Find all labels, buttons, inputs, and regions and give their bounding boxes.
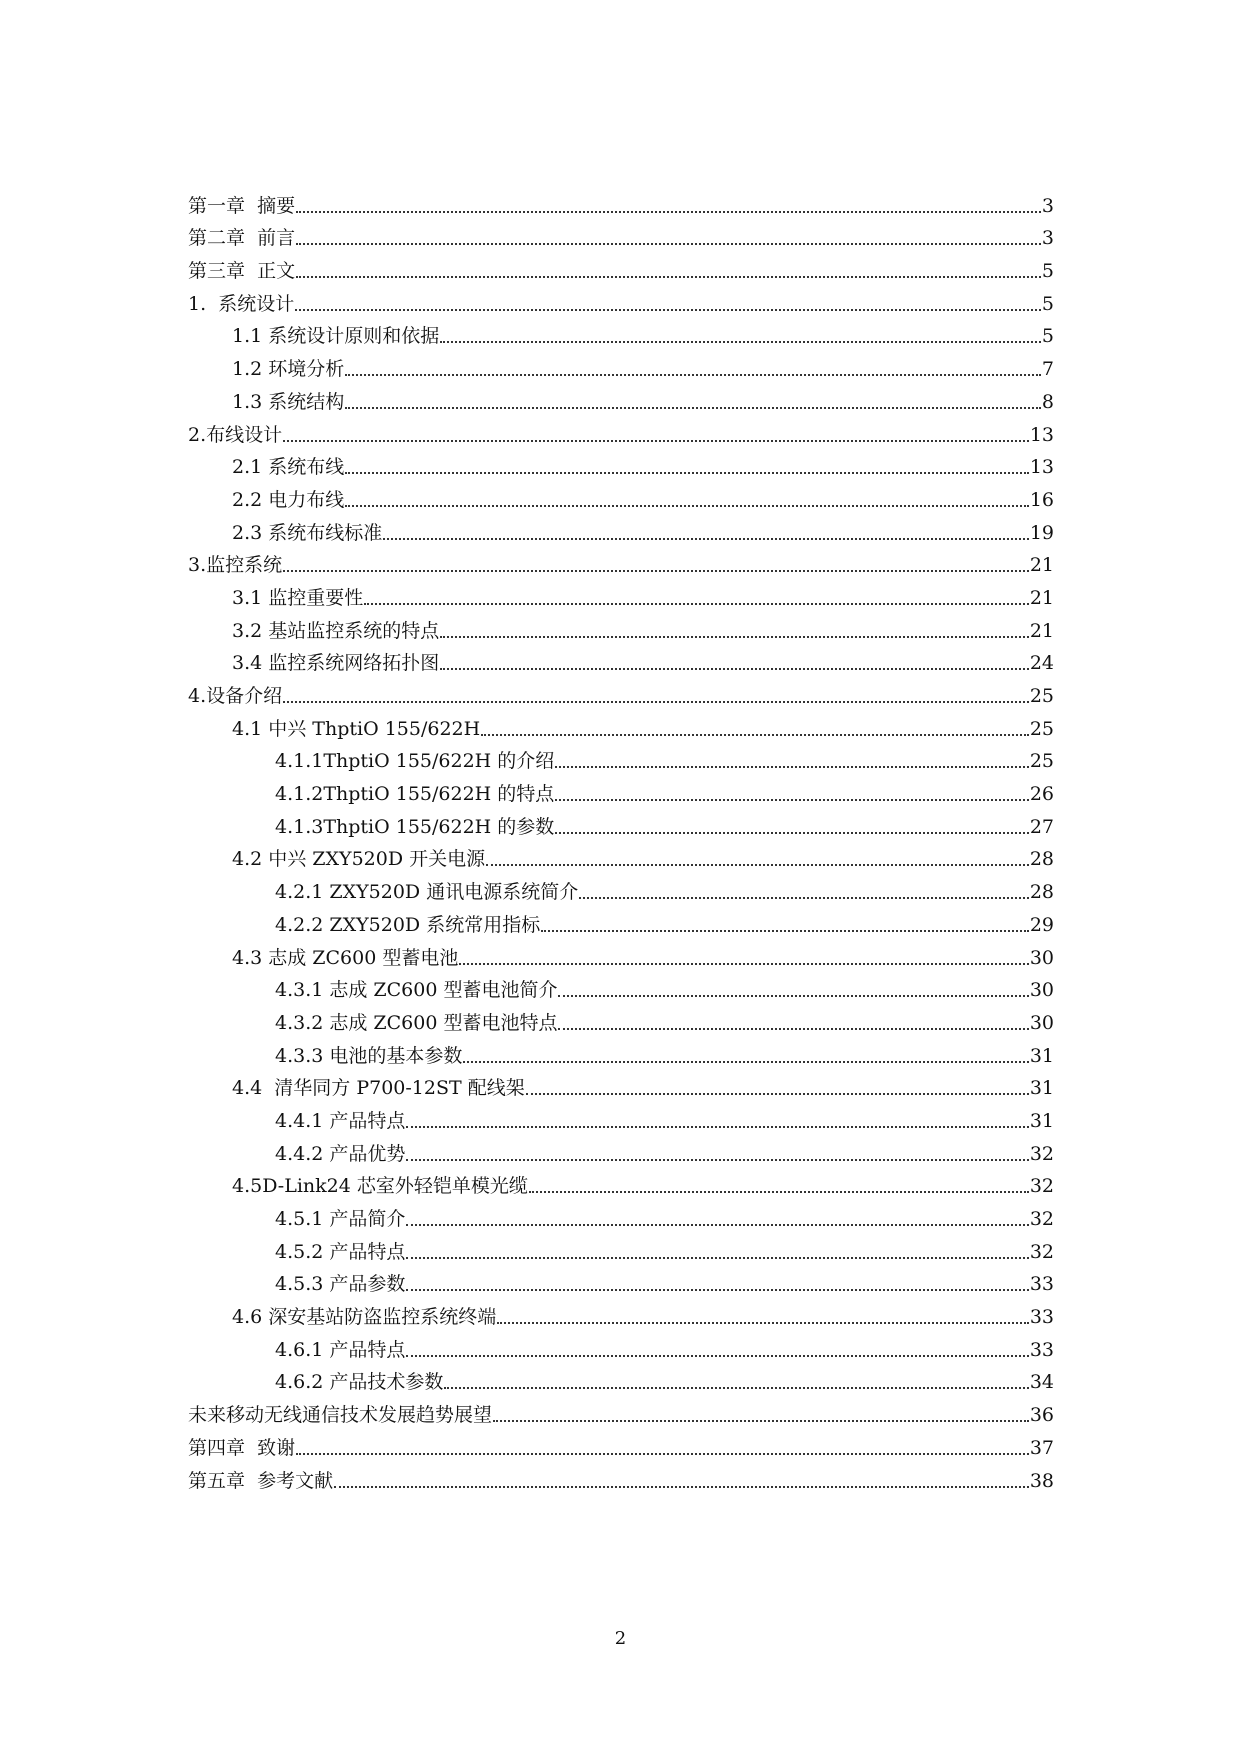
toc-entry-title: 1. 系统设计	[188, 292, 295, 315]
toc-entry[interactable]	[188, 185, 1054, 218]
toc-dot-leader	[345, 504, 1029, 507]
toc-dot-leader	[283, 569, 1029, 572]
toc-entry-title: 未来移动无线通信技术发展趋势展望	[188, 1404, 493, 1427]
toc-entry-title: 第五章 参考文献	[188, 1469, 334, 1492]
toc-entry[interactable]	[188, 1427, 1054, 1460]
toc-entry-page: 5	[1041, 292, 1054, 315]
toc-entry[interactable]	[188, 414, 1054, 447]
toc-entry-title: 4.2.1 ZXY520D 通讯电源系统简介	[275, 881, 579, 904]
toc-entry-page: 27	[1029, 815, 1054, 838]
toc-dot-leader	[529, 1190, 1029, 1193]
toc-entry-page: 38	[1029, 1469, 1054, 1492]
toc-entry-page: 7	[1041, 358, 1054, 381]
toc-dot-leader	[440, 635, 1029, 638]
page-number: 2	[614, 1628, 627, 1649]
toc-dot-leader	[296, 210, 1041, 213]
toc-entry[interactable]	[188, 545, 1054, 578]
toc-entry-title: 2.3 系统布线标准	[232, 521, 383, 544]
toc-entry[interactable]	[188, 479, 1054, 512]
toc-entry-page: 19	[1029, 521, 1054, 544]
toc-entry[interactable]	[188, 675, 1054, 708]
toc-entry[interactable]	[188, 1329, 1054, 1362]
toc-entry-page: 26	[1029, 783, 1054, 806]
toc-entry[interactable]	[188, 610, 1054, 643]
toc-entry[interactable]	[188, 348, 1054, 381]
toc-entry[interactable]	[188, 773, 1054, 806]
toc-entry-title: 4.6.2 产品技术参数	[275, 1371, 444, 1394]
toc-entry-page: 25	[1029, 717, 1054, 740]
toc-entry-title: 1.3 系统结构	[232, 390, 345, 413]
toc-dot-leader	[345, 406, 1041, 409]
toc-entry-page: 36	[1029, 1404, 1054, 1427]
toc-entry-title: 4.6.1 产品特点	[275, 1338, 406, 1361]
toc-entry-page: 31	[1029, 1044, 1054, 1067]
toc-entry[interactable]	[188, 512, 1054, 545]
toc-entry-page: 8	[1041, 390, 1054, 413]
toc-dot-leader	[406, 1354, 1028, 1357]
toc-entry-page: 21	[1029, 586, 1054, 609]
toc-entry-title: 3.1 监控重要性	[232, 586, 364, 609]
toc-entry[interactable]	[188, 1002, 1054, 1035]
toc-entry[interactable]	[188, 1231, 1054, 1264]
toc-entry[interactable]	[188, 1198, 1054, 1231]
toc-entry-title: 2.布线设计	[188, 423, 283, 446]
toc-entry-page: 32	[1029, 1142, 1054, 1165]
toc-entry-title: 2.1 系统布线	[232, 456, 345, 479]
toc-entry-page: 5	[1041, 260, 1054, 283]
toc-entry-title: 4.1.1ThptiO 155/622H 的介绍	[275, 750, 555, 773]
toc-dot-leader	[296, 275, 1041, 278]
toc-entry-page: 30	[1029, 946, 1054, 969]
toc-entry-page: 31	[1029, 1109, 1054, 1132]
toc-entry-page: 3	[1041, 194, 1054, 217]
toc-entry-page: 13	[1029, 456, 1054, 479]
toc-entry[interactable]	[188, 283, 1054, 316]
toc-entry-title: 4.5.3 产品参数	[275, 1273, 406, 1296]
toc-entry-title: 4.5.2 产品特点	[275, 1240, 406, 1263]
toc-dot-leader	[555, 798, 1029, 801]
toc-entry[interactable]	[188, 218, 1054, 251]
toc-entry[interactable]	[188, 1264, 1054, 1297]
toc-entry[interactable]	[188, 937, 1054, 970]
toc-entry-page: 31	[1029, 1077, 1054, 1100]
toc-entry-page: 16	[1029, 488, 1054, 511]
toc-entry-title: 4.5D-Link24 芯室外轻铠单模光缆	[232, 1175, 528, 1198]
toc-entry-page: 28	[1029, 881, 1054, 904]
toc-entry[interactable]	[188, 1068, 1054, 1101]
toc-dot-leader	[459, 962, 1028, 965]
toc-entry-page: 25	[1029, 685, 1054, 707]
toc-entry[interactable]	[188, 1166, 1054, 1199]
toc-dot-leader	[440, 340, 1041, 343]
toc-dot-leader	[481, 733, 1029, 736]
toc-dot-leader	[440, 667, 1029, 670]
toc-dot-leader	[296, 242, 1041, 245]
toc-dot-leader	[334, 1485, 1029, 1488]
toc-dot-leader	[558, 1027, 1028, 1030]
toc-entry[interactable]	[188, 806, 1054, 839]
toc-entry-title: 4.4.2 产品优势	[275, 1142, 406, 1165]
toc-entry-title: 1.1 系统设计原则和依据	[232, 325, 440, 348]
toc-entry-title: 1.2 环境分析	[232, 358, 345, 381]
toc-entry-title: 4.3.2 志成 ZC600 型蓄电池特点	[275, 1011, 558, 1034]
toc-entry[interactable]	[188, 1035, 1054, 1068]
toc-entry-title: 4.1.2ThptiO 155/622H 的特点	[275, 783, 555, 806]
toc-entry-title: 第二章 前言	[188, 227, 296, 250]
toc-entry-title: 4.4 清华同方 P700-12ST 配线架	[232, 1077, 525, 1100]
toc-entry[interactable]	[188, 381, 1054, 414]
toc-dot-leader	[579, 896, 1029, 899]
toc-entry-page: 30	[1029, 1011, 1054, 1034]
toc-dot-leader	[555, 765, 1029, 768]
toc-dot-leader	[406, 1125, 1028, 1128]
toc-entry[interactable]	[188, 447, 1054, 480]
toc-entry-title: 2.2 电力布线	[232, 488, 345, 511]
toc-dot-leader	[406, 1223, 1028, 1226]
toc-dot-leader	[283, 700, 1029, 703]
toc-entry-page: 32	[1029, 1208, 1054, 1230]
toc-entry-title: 4.3.3 电池的基本参数	[275, 1044, 463, 1067]
toc-entry-title: 第三章 正文	[188, 260, 296, 283]
toc-entry[interactable]	[188, 577, 1054, 610]
toc-entry-title: 4.4.1 产品特点	[275, 1109, 406, 1132]
toc-entry-page: 5	[1041, 325, 1054, 348]
toc-entry[interactable]	[188, 708, 1054, 741]
toc-entry-title: 第四章 致谢	[188, 1436, 296, 1459]
toc-entry-title: 3.4 监控系统网络拓扑图	[232, 652, 440, 675]
toc-entry[interactable]	[188, 1394, 1054, 1427]
toc-entry-page: 3	[1041, 227, 1054, 250]
toc-entry-page: 13	[1029, 423, 1054, 446]
toc-dot-leader	[406, 1256, 1028, 1259]
toc-entry[interactable]	[188, 1296, 1054, 1329]
toc-entry-title: 4.6 深安基站防盗监控系统终端	[232, 1306, 497, 1329]
toc-dot-leader	[345, 373, 1041, 376]
toc-entry-page: 34	[1029, 1371, 1054, 1394]
toc-entry-page: 30	[1029, 979, 1054, 1002]
toc-dot-leader	[486, 863, 1029, 866]
toc-entry-page: 33	[1029, 1306, 1054, 1329]
toc-entry-title: 4.1.3ThptiO 155/622H 的参数	[275, 815, 555, 838]
toc-entry[interactable]	[188, 643, 1054, 676]
toc-dot-leader	[526, 1092, 1029, 1095]
toc-dot-leader	[295, 308, 1041, 311]
toc-entry-page: 33	[1029, 1273, 1054, 1296]
toc-entry-title: 4.2 中兴 ZXY520D 开关电源	[232, 848, 486, 871]
toc-entry[interactable]	[188, 741, 1054, 774]
toc-entry-title: 4.1 中兴 ThptiO 155/622H	[232, 717, 481, 740]
toc-entry-page: 24	[1029, 652, 1054, 675]
toc-dot-leader	[463, 1060, 1028, 1063]
toc-dot-leader	[406, 1288, 1028, 1291]
toc-entry[interactable]	[188, 871, 1054, 904]
toc-entry[interactable]	[188, 1460, 1054, 1493]
toc-entry[interactable]	[188, 839, 1054, 872]
toc-dot-leader	[345, 471, 1029, 474]
toc-entry[interactable]	[188, 250, 1054, 283]
toc-entry-title: 4.设备介绍	[188, 685, 283, 707]
toc-entry-page: 37	[1029, 1436, 1054, 1459]
table-of-contents	[188, 185, 1054, 1493]
toc-entry-page: 28	[1029, 848, 1054, 871]
toc-entry-page: 21	[1029, 554, 1054, 577]
toc-dot-leader	[406, 1158, 1028, 1161]
toc-entry-page: 21	[1029, 619, 1054, 642]
toc-dot-leader	[383, 537, 1029, 540]
toc-entry[interactable]	[188, 904, 1054, 937]
toc-entry-title: 4.5.1 产品简介	[275, 1208, 406, 1230]
toc-entry[interactable]	[188, 1133, 1054, 1166]
toc-dot-leader	[558, 994, 1028, 997]
toc-dot-leader	[444, 1386, 1028, 1389]
toc-dot-leader	[493, 1419, 1029, 1422]
toc-entry[interactable]	[188, 1362, 1054, 1395]
toc-entry[interactable]	[188, 316, 1054, 349]
toc-dot-leader	[555, 831, 1029, 834]
toc-entry-title: 第一章 摘要	[188, 194, 296, 217]
toc-dot-leader	[497, 1321, 1029, 1324]
toc-dot-leader	[364, 602, 1029, 605]
toc-entry-page: 29	[1029, 913, 1054, 936]
toc-entry-title: 3.监控系统	[188, 554, 283, 577]
toc-entry-title: 4.2.2 ZXY520D 系统常用指标	[275, 913, 541, 936]
toc-entry-page: 32	[1029, 1240, 1054, 1263]
toc-entry-page: 33	[1029, 1338, 1054, 1361]
toc-entry-title: 4.3.1 志成 ZC600 型蓄电池简介	[275, 979, 558, 1002]
toc-entry-title: 3.2 基站监控系统的特点	[232, 619, 440, 642]
toc-entry-page: 25	[1029, 750, 1054, 773]
toc-dot-leader	[296, 1452, 1029, 1455]
toc-entry-title: 4.3 志成 ZC600 型蓄电池	[232, 946, 459, 969]
toc-entry[interactable]	[188, 970, 1054, 1003]
toc-entry[interactable]	[188, 1100, 1054, 1133]
toc-entry-page: 32	[1029, 1175, 1054, 1198]
toc-dot-leader	[283, 439, 1029, 442]
toc-dot-leader	[541, 929, 1029, 932]
